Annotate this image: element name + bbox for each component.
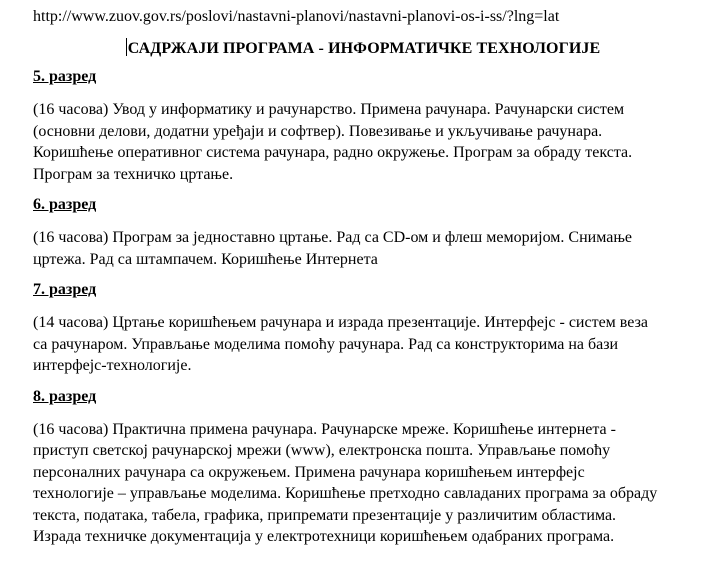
text-cursor [126, 38, 127, 56]
section-grade-5 [33, 66, 693, 185]
grade-content: (16 часова) Увод у информатику и рачунарство. Примена рачунара. Рачунарски систем (основни делови, додатни уређаји и софтвер). Повезивање и укључивање рачунара. Коришћење оперативног система рачунара, радно окружење. Програм за обраду текста. Програм за техничко цртање. [33, 101, 633, 183]
section-grade-8 [33, 386, 693, 548]
section-grade-6 [33, 194, 693, 270]
source-url[interactable]: http://www.zuov.gov.rs/poslovi/nastavni-planovi/nastavni-planovi-os-i-ss/?lng=lat [33, 8, 560, 25]
document-page [33, 6, 693, 557]
grade-heading: 7. разред [33, 281, 97, 298]
grade-content: (14 часова) Цртање коришћењем рачунара и израда презентације. Интерфејс - систем веза са рачунаром. Управљање моделима помоћу рачунара. Рад са конструкторима на бази интерфејс-технологије. [33, 314, 648, 374]
grade-heading: 8. разред [33, 387, 97, 405]
grade-heading: 5. разред [33, 68, 97, 85]
grade-heading: 6. разред [33, 196, 97, 213]
grade-content: (16 часова) Програм за једноставно цртање. Рад са CD-ом и флеш меморијом. Снимање цртежа. Рад са штампачем. Коришћење Интернета [33, 229, 632, 268]
grade-content: (16 часова) Практична примена рачунара. Рачунарске мреже. Коришћење интернета - приступ светској рачунарској мрежи (www), електронска пошта. Управљање помоћу персоналних рачунара са окружењем. Примена рачунара коришћењем интерфејс технологије – управљање моделима. Коришћење претходно савладаних програма за обраду текста, података, табела, графика, припремати презентације у различитим областима. Израда техничке документација у електротехници коришћењем одабраних програма. [33, 420, 658, 545]
document-title: САДРЖАЈИ ПРОГРАМА - ИНФОРМАТИЧКЕ ТЕХНОЛОГИЈЕ [127, 40, 601, 57]
section-grade-7 [33, 279, 693, 377]
title-block [33, 38, 693, 60]
